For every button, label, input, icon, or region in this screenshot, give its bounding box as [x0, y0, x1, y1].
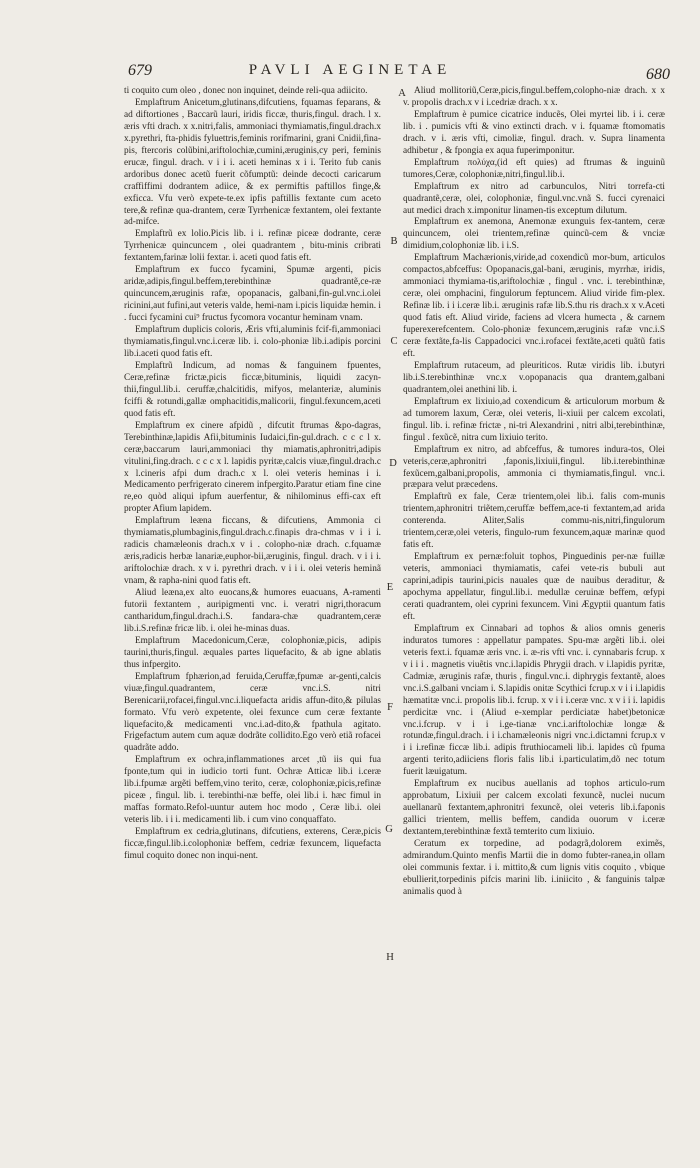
paragraph: Emplaftrũ Indicum, ad nomas & fanguinem fpuentes, Ceræ,refinæ frictæ,picis ficcæ,bituminis, liquidi zacyn-thii,fingul.lib.i. ceruffæ,chalcitidis, mifyos, melanteriæ, aluminis fciffi & rotundi,gallæ omphacitidis,malicorii, fingul.fexuncem,aceti quod fatis eft.	[124, 360, 381, 419]
right-column	[403, 86, 665, 1136]
margin-marker-a: A	[398, 88, 406, 99]
left-column	[124, 86, 381, 1136]
paragraph: Emplaftrum Anicetum,glutinans,difcutiens, fquamas feparans, & ad diftortiones , Baccarũ lauri, iridis ficcæ, thuris,fingul. drach. l x. æris vfti drach. x x.nitri,falis, ammoniaci thymiamatis,fingul.drach.x x.pyrethri, fta-phidis fyluettris,feminis rorifmarini, grani Cnidii,fina-pis, ftercoris colũbini,ariftolochiæ,cumini,æruginis,cy peri, feminis erucæ, fingul. drach. v i i i. aceti heminas x i i. Terito fub canis ardoribus donec acetũ fuerit cõfumptũ: deinde decocti caricarum craffiffimi dodrantem adiice, & ex permiftis paftillos finge,& exficca. Vfu verò expete-te.ex ipfis paftillis fextante cum aceto tere,& refinæ qua-drantem, ceræ Tyrrhenicæ fextantem, olei fextante ad-mifce.	[124, 97, 381, 228]
paragraph: Emplaftrum duplicis coloris, Æris vfti,aluminis fcif-fi,ammoniaci thymiamatis,fingul.vnc.i.ceræ lib. i. colo-phoniæ lib.i.adipis porcini lib.i.aceti quod fatis eft.	[124, 325, 381, 359]
paragraph: Emplaftrum ex cedria,glutinans, difcutiens, exterens, Ceræ,picis ficcæ,fingul.lib.i.colophoniæ beffem, cedriæ fexuncem, liquefacta fimul coquito donec non inqui-nent.	[124, 827, 381, 861]
paragraph: Emplaftrum è pumice cicatrice inducẽs, Olei myrtei lib. i i. ceræ lib. i . pumicis vfti & vino extincti drach. v i. fquamæ ftomomatis drach. v i. æris vfti, cimoliæ, fingul. drach. v. Supra linamenta adhibetur , & fpongia ex aqua fuperimponitur.	[403, 109, 665, 156]
paragraph: Emplaftrum fphærion,ad feruida,Ceruffæ,fpumæ ar-genti,calcis viuæ,fingul.quadrantem, ceræ vnc.i.S. nitri Berenicarii,rofacei,fingul.vnc.i.liquefacta aridis affun-dito,& pilulas formato. Vfu verò expetente, olei fexunce cum ceræ fextante liquefacito,& medicamenti vnc.i.ad-dito,& fpathula agitato. Frigefactum autem cum aquæ dodrãte collidito.Ego verò etiã rofacei quadrãte addo.	[124, 671, 381, 754]
paragraph: Emplaftrum Machærionis,viride,ad coxendicũ mor-bum, articulos compactos,abfceffus: Opopanacis,gal-bani, æruginis, myrrhæ, iridis, ammoniaci thymiama-tis,ariftolochiæ , fingul . vnc. i. terebinthinæ, ceræ, olei omphacini, fingulorum feptuncem. Aliud viride fim-plex. Refinæ lib. i i i.ceræ lib.i. æruginis rafæ lib.S.thu ris drach.x x v.Aceti quod fatis eft. Aliud viride, faciens ad vlcera humecta , & carnem fuperexerefcentem. Colo-phoniæ fexuncem,æruginis rafæ vnc.i.S ceræ fextãte,fa-lis Cappadocici vnc.i.rofacei fextãte,aceti quãtũ fatis eft.	[403, 253, 665, 359]
paragraph: Emplaftrum ex ochra,inflammationes arcet ,tũ iis qui fua fponte,tum qui in iudicio torti funt. Ochræ Atticæ lib.i i.ceræ lib.i.fpumæ argẽti beffem,vino terito, ceræ, colophoniæ,picis,refinæ piceæ , fingul. lib. i. terebinthi-næ beffe, olei lib.i i. hæc fimul in maffas formato.Refol-uuntur autem hoc modo , Ceræ lib.i. olei veteris lib. i i i. medicamenti lib. i cum vino conquaffato.	[124, 755, 381, 826]
paragraph: Emplaftrum ex lixiuio,ad coxendicum & articulorum morbum & ad tumorem laxum, Ceræ, olei veteris, li-xiuii per calcem excolati, fingul. lib. i. refinæ frictæ , ni-tri Alexandrini , nitri albi,terebinthinæ, fingul . fexũcẽ, nitra cum lixiuio terito.	[403, 396, 665, 443]
page-number-left: 679	[128, 62, 152, 79]
paragraph: Emplaftrum ex anemona, Anemonæ exunguis fex-tantem, ceræ quincuncem, olei trientem,refinæ quincũ-cem & vnciæ dimidium,colophoniæ lib. i i.S.	[403, 217, 665, 252]
paragraph: Emplaftrũ ex lolio.Picis lib. i i. refinæ piceæ dodrante, ceræ Tyrrhenicæ quincuncem , olei quadrantem , bitu-minis cribrati fextantem,farinæ lolii fextar. i. aceti quod fatis eft.	[124, 229, 381, 264]
margin-marker-c: C	[390, 336, 398, 347]
paragraph: Emplaftrum ex nucibus auellanis ad tophos articulo-rum approbatum, Lixiuii per calcem excolati fexuncẽ, nuclei nucum auellanarũ fextantem,aphronitri fexuncẽ, olei veteris lib.i.faponis gallici trientem, mellis beffem, candida ouorum v i.ceræ dextantem,terebinthinæ fextã temterito cum lixiuio.	[403, 779, 665, 838]
paragraph: Emplaftrum ex nitro ad carbunculos, Nitri torrefa-cti quadrantẽ,ceræ, olei, colophoniæ, fingul.vnc.vnã S. fucci cyrenaici aut medici drach x.imponitur linamen-tis exceptum dilutum.	[403, 181, 665, 216]
paragraph: Ceratum ex torpedine, ad podagrã,dolorem eximẽs, admirandum.Quinto menfis Martii die in domo fubter-ranea,in ollam olei communis fextar. i i. mittito,& cum lignis vitis coquito , vbique ebullierit,torpedinis pifcis marini lib. i.iniicito , & fanguinis talpæ animalis quod à	[403, 839, 665, 897]
margin-marker-f: F	[387, 702, 393, 713]
paragraph: Emplaftrum rutaceum, ad pleuriticos. Rutæ viridis lib. i.butyri lib.i.S.terebinthinæ vnc.x v.opopanacis qua drantem,galbani quadrantem,olei anethini lib. i.	[403, 360, 665, 395]
paragraph: Aliud mollitoriũ,Ceræ,picis,fingul.beffem,colopho-niæ drach. x x v. propolis drach.x v i i.cedriæ drach. x x.	[403, 86, 665, 108]
paragraph: Emplaftrum ex fucco fycamini, Spumæ argenti, picis aridæ,adipis,fingul.beffem,terebinthinæ quadrantẽ,ce-ræ quincuncem,æruginis rafæ, opopanacis, galbani,fin-gul.vnc.i.olei ricinini,aut fufini,aut veteris valde, hemi-nam i.picis liquidæ hemin. i . fucci fycamini cui⁹ fructus fycomora vocantur heminam vnam.	[124, 265, 381, 324]
paragraph: Emplaftrum ex pernæ:foluit tophos, Pinguedinis per-næ fuillæ veteris, ammoniaci thymiamatis, cafei vete-ris bubuli aut caprini,adipis taurini,picis nauales quæ de nauibus deraditur, & apochyma appellatur, fingul.lib.i. medullæ ceruinæ beffem, œfypi cerati quadrantem, olei cyprini fexuncem. Vini Ægyptii quantum fatis eft.	[403, 552, 665, 622]
paragraph: Aliud leæna,ex alto euocans,& humores euacuans, A-ramenti futorii fextantem , auripigmenti vnc. i. veratri nigri,thoracum cantharidum,fingul.drach.i.S. fandara-chæ quadrantem,ceræ lib.i.S.refinæ fricæ lib. i. olei he-minas duas.	[124, 588, 381, 634]
paragraph: Emplaftrũ ex fale, Ceræ trientem,olei lib.i. falis com-munis trientem,aphronitri triẽtem,ceruffæ beffem,ace-ti fextantem,ad arida conterenda. Aliter,Salis commu-nis,nitri,fingulorum trientem,ceræ,olei veteris, fingulo-rum fexuncem,aquæ marinæ quod fatis eft.	[403, 492, 665, 551]
paragraph: Emplaftrum Macedonicum,Ceræ, colophoniæ,picis, adipis taurini,thuris,fingul. æquales partes liquefacito, & ab igne ablatis thus infpergito.	[124, 635, 381, 670]
running-title: PAVLI AEGINETAE	[248, 62, 452, 78]
paragraph: Emplaftrum πολύχα,(id eft quies) ad ftrumas & inguinũ tumores,Ceræ, colophoniæ,nitri,fingul.lib.i.	[403, 157, 665, 180]
page-number-right: 680	[646, 66, 670, 83]
paragraph: Emplaftrum ex cinere afpidũ , difcutit ftrumas &po-dagras, Terebinthinæ,lapidis Afii,bituminis Iudaici,fin-gul.drach. c c c l x. ceræ,baccarum lauri,ammoniaci thy miamatis,aphronitri,adipis vitulini,fing.drach. c c c x l. lapidis pyritæ,calcis viuæ,fingul.drach.c x l.cineris afpi dum drach.c x l. olei veteris heminas i i. Medicamento perfrigerato cinerem infpergito.Paratur etiam fine cine re,eo quòd aliqui ipfum auerfentur, & nihilominus effi-cax eft propter Afium lapidem.	[124, 420, 381, 515]
margin-marker-e: E	[386, 582, 394, 593]
margin-marker-h: H	[386, 952, 394, 963]
margin-marker-d: D	[389, 458, 397, 469]
paragraph: Emplaftrum ex nitro, ad abfceffus, & tumores indura-tos, Olei veteris,ceræ,aphronitri ,faponis,lixiuii,fingul. lib.i.terebinthinæ fexũcem,galbani,propolis, ammonia ci thymiamatis,fingul. vnc.i. præpara velut præcedens.	[403, 444, 665, 491]
margin-marker-b: B	[390, 236, 398, 247]
paragraph: Emplaftrum leæna ficcans, & difcutiens, Ammonia ci thymiamatis,plumbaginis,fingul.drach.c.finapis dra-chmas v i i i. radicis chamæleonis drach.x v i . colopho-niæ drach. c.fquamæ æris,radicis herbæ lanariæ,euphor-bii,æruginis, fingul. drach. v i i i. ariftolochiæ drach. x v i. pyrethri drach. v i i i. olei veteris heminã vnam, & rapha-nini quod fatis eft.	[124, 516, 381, 587]
margin-marker-g: G	[385, 824, 393, 835]
paragraph: ti coquito cum oleo , donec non inquinet, deinde reli-qua adiicito.	[124, 86, 368, 96]
running-header	[0, 62, 700, 82]
paragraph: Emplaftrum ex Cinnabari ad tophos & alios omnis generis induratos tumores : appellatur pampates. Spu-mæ argẽti lib.i. olei veteris fext.i. fquamæ æris vnc. i. æ-ris vfti vnc. i. cynnabaris fcrup. x v i i i . magnetis viuẽtis vnc.i.lapidis Phrygii drach. v i.lapidis pyritæ, Cadmiæ, æruginis rafæ, thuris , fingul.vnc.i. diphrygis fextantẽ, aloes vnc.i.S.galbani vnciam i. S.lapidis onitæ Scythici fcrup.x v i i i.lapidis hæmatitæ vnc.i. propolis lib.i. fcrup. x v i i i.ceræ vnc. x v i i i. lapidis perdicitæ vnc. i (Aliud e-xemplar perdiciatæ habet)betonicæ vnc.i.fcrup. v i i i.ge-tianæ vnc.i.ariftolochiæ longæ & rotundæ,fingul.drach. i i i.chamæleonis nigri vnc.i.dictamni fcrup.x v i i i.refinæ ficcæ lib.i. adipis ftruthiocameli lib.i. lapides cũ fpuma argenti terito,adiiciens floris falis lib.i i.particulatim,dõ nec totum fuerit læuigatum.	[403, 623, 665, 778]
